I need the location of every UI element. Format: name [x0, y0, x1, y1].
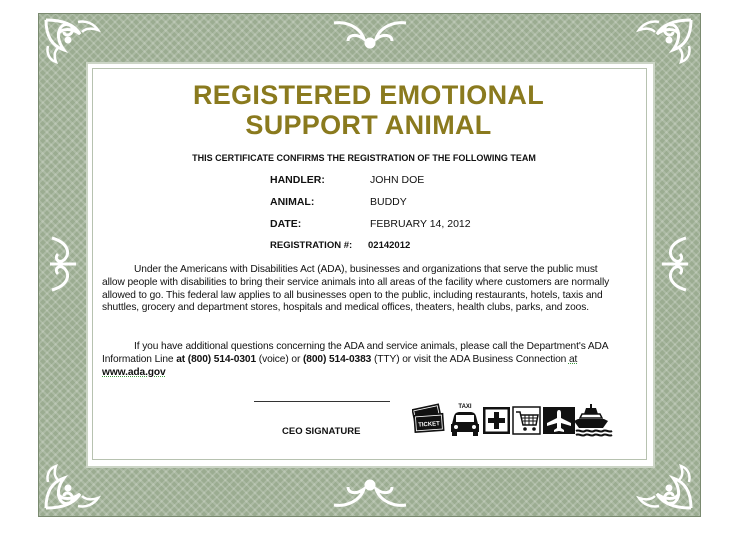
title-line-1: REGISTERED EMOTIONAL — [192, 80, 544, 110]
corner-ornament-icon — [633, 16, 695, 66]
handler-value: JOHN DOE — [370, 174, 425, 186]
bottom-ornament-icon — [330, 477, 410, 511]
phone-tty: (800) 514-0383 — [302, 353, 372, 365]
date-value: FEBRUARY 14, 2012 — [370, 218, 471, 230]
contact-at: at — [568, 353, 578, 365]
top-ornament-icon — [330, 17, 410, 51]
corner-ornament-icon — [42, 462, 104, 512]
side-ornament-icon — [656, 234, 692, 294]
signature-line — [254, 401, 390, 402]
medical-cross-icon — [483, 407, 510, 434]
ship-icon — [574, 404, 612, 436]
contact-text-1: If you have additional questions concerning the ADA and service animals, please call the Department's ADA Information Line — [102, 341, 608, 365]
corner-ornament-icon — [42, 16, 104, 66]
side-ornament-icon — [46, 234, 82, 294]
airplane-icon — [543, 407, 575, 434]
animal-value: BUDDY — [370, 196, 407, 208]
ada-paragraph — [102, 264, 622, 315]
handler-label: HANDLER: — [270, 174, 325, 186]
ada-paragraph-text: Under the Americans with Disabilities Act (ADA), businesses and organizations that serve the public must allow people with disabilities to bring their service animals into all areas of the facility where customers are normally allowed to go. This federal law applies to all businesses open to the public, including restaurants, hotels, taxis and shuttles, grocery and department stores, hospitals and medical offices, theaters, health clubs, parks, and zoos. — [102, 264, 610, 314]
date-label: DATE: — [270, 218, 302, 230]
registration-label: REGISTRATION #: — [270, 240, 353, 251]
phone-voice: at (800) 514-0301 — [176, 353, 257, 365]
ada-website-link[interactable]: www.ada.gov — [102, 366, 166, 378]
ticket-text: TICKET — [418, 421, 441, 429]
animal-label: ANIMAL: — [270, 196, 315, 208]
corner-ornament-icon — [633, 462, 695, 512]
contact-paragraph — [102, 341, 622, 379]
taxi-text: TAXI — [458, 404, 472, 410]
contact-text-3: (TTY) or visit the ADA Business Connection — [371, 353, 569, 365]
registration-value: 02142012 — [368, 240, 411, 251]
taxi-icon — [451, 404, 479, 436]
shopping-cart-icon — [513, 407, 540, 434]
signature-label: CEO SIGNATURE — [282, 426, 361, 437]
service-icons — [412, 400, 617, 438]
certificate-title — [90, 80, 647, 140]
title-line-2: SUPPORT ANIMAL — [245, 110, 492, 140]
certificate-subtitle: THIS CERTIFICATE CONFIRMS THE REGISTRATION OF THE FOLLOWING TEAM — [192, 153, 536, 163]
ticket-icon — [412, 403, 445, 433]
contact-text-2: (voice) or — [256, 353, 303, 365]
